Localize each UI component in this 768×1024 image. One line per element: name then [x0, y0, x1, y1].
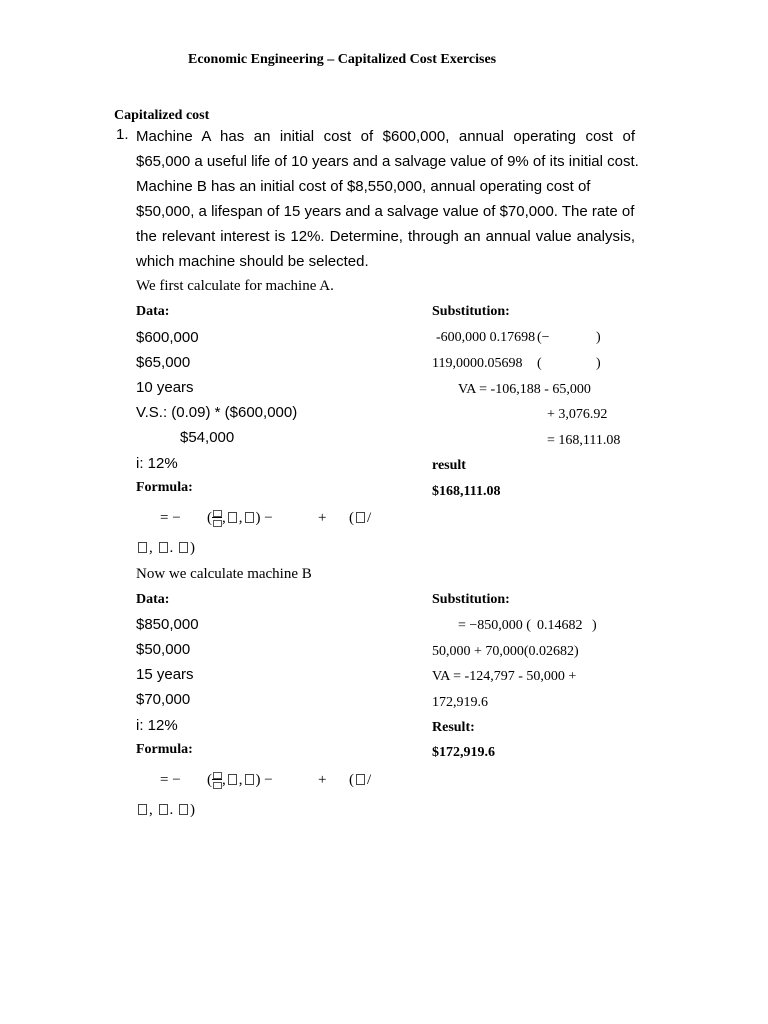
- machine-a-formula-lhs: = −: [160, 510, 181, 526]
- question-line: Machine B has an initial cost of $8,550,000, annual operating cost of: [136, 178, 591, 195]
- machine-a-subst-4: + 3,076.92: [547, 407, 608, 422]
- page-title: Economic Engineering – Capitalized Cost Exercises: [188, 52, 497, 67]
- machine-a-subst-label: Substitution:: [432, 304, 510, 319]
- machine-b-initial-cost: $850,000: [136, 616, 199, 633]
- machine-b-subst-4: 172,919.6: [432, 695, 488, 710]
- machine-b-subst-1b: 0.14682: [537, 618, 583, 633]
- machine-b-formula-lhs: = −: [160, 772, 181, 788]
- machine-b-subst-label: Substitution:: [432, 592, 510, 607]
- section-heading: Capitalized cost: [114, 108, 210, 123]
- machine-b-life: 15 years: [136, 666, 194, 683]
- placeholder-box-icon: [356, 512, 365, 523]
- machine-a-subst-2c: ): [596, 356, 601, 371]
- machine-a-subst-2b: (: [537, 356, 542, 371]
- machine-b-intro: Now we calculate machine B: [136, 566, 312, 582]
- machine-a-formula: ( , , ) −: [207, 510, 273, 526]
- formula-open-paren: (: [207, 510, 212, 526]
- machine-b-formula-line2: , . ): [136, 802, 195, 819]
- placeholder-box-icon: [245, 774, 254, 785]
- machine-a-result: $168,111.08: [432, 484, 501, 499]
- placeholder-box-icon: [228, 512, 237, 523]
- placeholder-box-icon: [356, 774, 365, 785]
- machine-b-formula-tail: ( /: [349, 772, 372, 788]
- machine-a-operating-cost: $65,000: [136, 354, 191, 371]
- machine-a-subst-2a: 119,0000.05698: [432, 356, 523, 371]
- placeholder-box-icon: [179, 804, 188, 815]
- machine-b-formula-label: Formula:: [136, 742, 193, 757]
- question-line: $50,000, a lifespan of 15 years and a salvage value of $70,000. The rate of: [136, 203, 635, 220]
- machine-a-subst-5: = 168,111.08: [547, 433, 621, 448]
- machine-b-formula: ( , , ) −: [207, 772, 273, 788]
- question-line: $65,000 a useful life of 10 years and a salvage value of 9% of its initial cost.: [136, 153, 639, 170]
- placeholder-box-icon: [228, 774, 237, 785]
- machine-b-result: $172,919.6: [432, 745, 495, 760]
- machine-b-interest: i: 12%: [136, 717, 178, 734]
- machine-a-salvage-expr: V.S.: (0.09) * ($600,000): [136, 404, 298, 421]
- machine-a-formula-plus: +: [318, 510, 327, 526]
- question-line: Machine A has an initial cost of $600,000, annual operating cost of: [136, 128, 635, 145]
- machine-a-formula-tail: ( /: [349, 510, 372, 526]
- machine-b-subst-3: VA = -124,797 - 50,000 +: [432, 669, 577, 684]
- fraction-placeholder-icon: [212, 512, 222, 526]
- question-line: which machine should be selected.: [136, 253, 369, 270]
- machine-a-salvage-value: $54,000: [180, 429, 235, 446]
- machine-a-interest: i: 12%: [136, 455, 178, 472]
- question-number: 1.: [116, 126, 129, 143]
- machine-a-initial-cost: $600,000: [136, 329, 199, 346]
- question-line: the relevant interest is 12%. Determine, through an annual value analysis,: [136, 228, 635, 245]
- machine-b-result-label: Result:: [432, 720, 475, 735]
- machine-a-subst-1a: -600,000 0.17698: [436, 330, 536, 345]
- machine-b-salvage-value: $70,000: [136, 691, 191, 708]
- machine-a-subst-1b: (−: [537, 330, 550, 345]
- machine-a-intro: We first calculate for machine A.: [136, 278, 334, 294]
- machine-a-subst-1c: ): [596, 330, 601, 345]
- machine-a-subst-3: VA = -106,188 - 65,000: [458, 382, 591, 397]
- question-text: [136, 124, 639, 274]
- machine-b-data-label: Data:: [136, 592, 170, 607]
- machine-b-subst-1c: ): [592, 618, 597, 633]
- placeholder-box-icon: [138, 542, 147, 553]
- machine-a-result-label: result: [432, 458, 466, 473]
- machine-a-data-label: Data:: [136, 304, 170, 319]
- placeholder-box-icon: [138, 804, 147, 815]
- machine-a-formula-line2: , . ): [136, 540, 195, 557]
- formula-open-paren: (: [207, 772, 212, 788]
- placeholder-box-icon: [159, 804, 168, 815]
- fraction-placeholder-icon: [212, 774, 222, 788]
- machine-a-life: 10 years: [136, 379, 194, 396]
- placeholder-box-icon: [245, 512, 254, 523]
- machine-b-subst-1a: = −850,000 (: [458, 618, 531, 633]
- placeholder-box-icon: [159, 542, 168, 553]
- machine-a-formula-label: Formula:: [136, 480, 193, 495]
- machine-b-subst-2: 50,000 + 70,000(0.02682): [432, 644, 579, 659]
- machine-b-formula-plus: +: [318, 772, 327, 788]
- placeholder-box-icon: [179, 542, 188, 553]
- machine-b-operating-cost: $50,000: [136, 641, 191, 658]
